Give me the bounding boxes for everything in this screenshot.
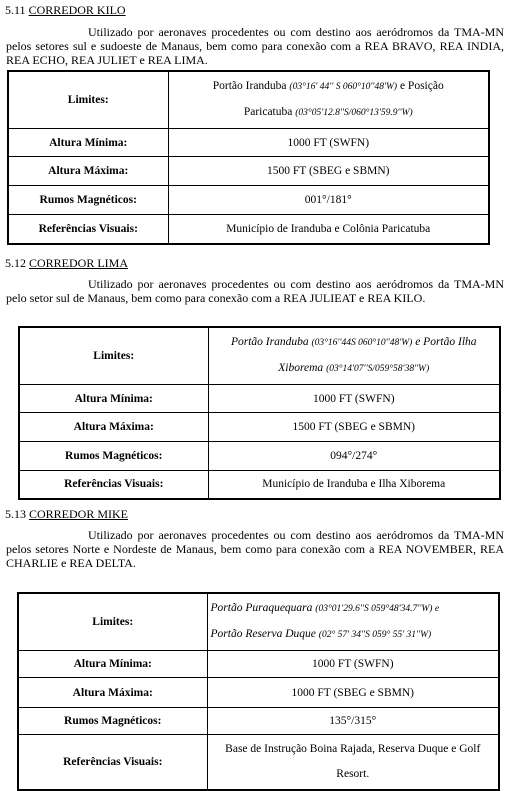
limites-value <box>208 327 500 385</box>
limites-coords: (03°14'07''S/059°58'38''W) <box>326 364 430 374</box>
rumos-label: Rumos Magnéticos: <box>18 708 207 735</box>
section-paragraph: Utilizado por aeronaves procedentes ou com destino aos aeródromos da TMA-MN pelos setores sul e sudoeste de Manaus, bem como para conexão com a REA BRAVO, REA INDIA, REA ECHO, REA JULIET e REA LIMA. <box>6 25 504 67</box>
limites-value <box>168 71 489 129</box>
altura-maxima-value: 1500 FT (SBEG e SBMN) <box>168 157 489 186</box>
table-row <box>8 186 489 215</box>
limites-label: Limites: <box>19 327 208 385</box>
limites-coords: (03°16''44S 060°10''48'W) <box>311 338 413 348</box>
table-row <box>18 735 499 791</box>
table-row <box>8 71 489 129</box>
corridor-table-lima <box>18 326 501 500</box>
referencias-value: Município de Iranduba e Ilha Xiborema <box>208 471 500 499</box>
limites-text: Portão Iranduba <box>212 80 290 92</box>
altura-minima-value: 1000 FT (SWFN) <box>208 385 500 413</box>
table-row <box>8 157 489 186</box>
corridor-table-kilo <box>7 70 490 245</box>
limites-coords: (03°16' 44'' S 060°10''48'W) <box>289 82 398 92</box>
limites-text: Xiborema <box>278 362 327 374</box>
referencias-label: Referências Visuais: <box>19 471 208 499</box>
limites-coords: (03°01'29.6''S 059°48'34.7''W) <box>315 604 433 614</box>
altura-minima-value: 1000 FT (SWFN) <box>168 129 489 157</box>
limites-text: Paricatuba <box>243 106 296 118</box>
altura-maxima-value: 1000 FT (SBEG e SBMN) <box>207 678 499 708</box>
table-row <box>8 215 489 244</box>
limites-coords: (02° 57' 34''S 059° 55' 31''W) <box>318 630 432 640</box>
table-row <box>18 678 499 708</box>
table-row <box>19 442 500 471</box>
limites-text: e Posição <box>397 80 444 92</box>
limites-text: Portão Iranduba <box>230 336 312 348</box>
rumos-value: 094°/274° <box>208 442 500 471</box>
limites-label: Limites: <box>8 71 168 129</box>
rumos-label: Rumos Magnéticos: <box>8 186 168 215</box>
altura-maxima-label: Altura Máxima: <box>19 413 208 442</box>
altura-maxima-value: 1500 FT (SBEG e SBMN) <box>208 413 500 442</box>
section-number: 5.13 <box>5 507 26 521</box>
section-heading-5-13 <box>5 507 128 521</box>
altura-minima-value: 1000 FT (SWFN) <box>207 651 499 678</box>
altura-minima-label: Altura Mínima: <box>8 129 168 157</box>
referencias-value: Base de Instrução Boina Rajada, Reserva Duque e Golf Resort. <box>207 735 499 791</box>
limites-text: Portão Puraquequara <box>210 602 316 614</box>
altura-minima-label: Altura Mínima: <box>19 385 208 413</box>
limites-label: Limites: <box>18 593 207 651</box>
table-row <box>8 129 489 157</box>
table-row <box>19 413 500 442</box>
section-paragraph: Utilizado por aeronaves procedentes ou com destino aos aeródromos da TMA-MN pelos setores Norte e Nordeste de Manaus, bem como para conexão com a REA NOVEMBER, REA CHARLIE e REA DELTA. <box>6 528 504 570</box>
altura-minima-label: Altura Mínima: <box>18 651 207 678</box>
table-row <box>18 651 499 678</box>
table-row <box>18 593 499 651</box>
limites-text: e <box>432 604 440 614</box>
altura-maxima-label: Altura Máxima: <box>18 678 207 708</box>
limites-text: Portão Reserva Duque <box>210 628 319 640</box>
limites-coords: (03°05'12.8''S/060°13'59.9''W) <box>295 108 413 118</box>
corridor-table-mike <box>17 592 500 791</box>
rumos-value: 135°/315° <box>207 708 499 735</box>
section-title: CORREDOR KILO <box>28 3 126 17</box>
referencias-value: Município de Iranduba e Colônia Paricatuba <box>168 215 489 244</box>
table-row <box>19 385 500 413</box>
limites-value <box>207 593 499 651</box>
table-row <box>18 708 499 735</box>
table-row <box>19 471 500 499</box>
rumos-value: 001°/181° <box>168 186 489 215</box>
section-heading-5-12 <box>5 256 128 270</box>
section-number: 5.11 <box>5 3 26 17</box>
section-paragraph: Utilizado por aeronaves procedentes ou com destino aos aeródromos da TMA-MN pelo setor sul de Manaus, bem como para conexão com a REA JULIEAT e REA KILO. <box>6 277 504 305</box>
section-title: CORREDOR MIKE <box>29 507 129 521</box>
section-title: CORREDOR LIMA <box>29 256 129 270</box>
referencias-label: Referências Visuais: <box>8 215 168 244</box>
rumos-label: Rumos Magnéticos: <box>19 442 208 471</box>
altura-maxima-label: Altura Máxima: <box>8 157 168 186</box>
referencias-label: Referências Visuais: <box>18 735 207 791</box>
limites-text: e Portão Ilha <box>412 336 477 348</box>
section-number: 5.12 <box>5 256 26 270</box>
section-heading-5-11 <box>5 3 126 17</box>
table-row <box>19 327 500 385</box>
